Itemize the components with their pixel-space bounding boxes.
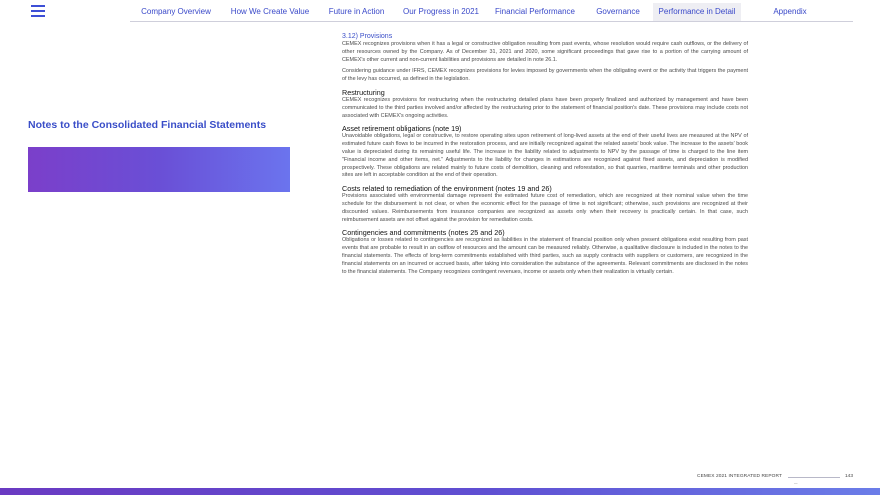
nav-item-financial-performance[interactable]: Financial Performance — [494, 7, 576, 16]
subsection-paragraph: CEMEX recognizes provisions for restructuring when the restructuring detailed plans have been properly finalized and authorized by management and have been communicated to the third parties involved and/or affected by the restructuring prior to the statement of financial position's date. These provisions may include costs not associated with CEMEX's ongoing activities. — [342, 96, 748, 119]
section-color-band — [28, 147, 290, 192]
nav-item-performance-in-detail[interactable]: Performance in Detail — [653, 3, 741, 21]
subsection-heading: Costs related to remediation of the environment (notes 19 and 26) — [342, 184, 552, 194]
subsection-paragraph: Obligations or losses related to contingencies are recognized as liabilities in the statement of financial position only when present obligations exist resulting from past events that are probable to result in an outflow of resources and the amount can be measured reliably. Otherwise, a qualitative disclosure is included in the notes to the financial statements. The effects of long-term commitments established with third parties, such as supply contracts with suppliers or customers, are recognized in the financial statements on an incurred or accrued basis, after taking into consideration the substance of the agreements. Relevant commitments are disclosed in the notes to the financial statements. The Company recognizes contingent revenues, income or assets only when their realization is virtually certain. — [342, 237, 748, 275]
nav-item-governance[interactable]: Governance — [596, 7, 640, 16]
subsection-paragraph: Provisions associated with environmental damage represent the estimated future cost of remediation, which are recognized at their nominal value when the time schedule for the disbursement is not clear, or when the economic effect for the passage of time is not significant; otherwise, such provisions are recognized at their discounted values. Reimbursements from insurance companies are recognized as assets only when their recovery is practically certain. In that case, such reimbursement assets are not offset against the provision for remediation costs. — [342, 193, 748, 223]
intro-paragraph: Considering guidance under IFRS, CEMEX recognizes provisions for levies imposed by governments when the obligating event or the activity that triggers the payment of the levy has occurred, as defined in the legislation. — [342, 68, 748, 83]
footer-divider — [788, 477, 840, 478]
subsection-heading: Restructuring — [342, 87, 385, 97]
nav-item-appendix[interactable]: Appendix — [773, 7, 807, 16]
section-title: Notes to the Consolidated Financial Statements — [28, 119, 267, 131]
page-number: 143 — [845, 474, 854, 479]
section-number-label: 3.12) Provisions — [342, 33, 393, 40]
nav-divider — [130, 21, 853, 22]
main-content — [342, 32, 748, 276]
top-navigation — [0, 0, 880, 22]
subsection-heading: Contingencies and commitments (notes 25 and 26) — [342, 228, 505, 238]
hamburger-menu-icon[interactable] — [31, 5, 45, 17]
nav-item-company-overview[interactable]: Company Overview — [141, 7, 211, 16]
bottom-gradient-bar — [0, 488, 880, 495]
nav-item-our-progress-in-2021[interactable]: Our Progress in 2021 — [402, 7, 480, 16]
footer-report-title: CEMEX 2021 INTEGRATED REPORT — [697, 474, 782, 479]
subsection-paragraph: Unavoidable obligations, legal or constructive, to restore operating sites upon retirement of long-lived assets at the end of their useful lives are measured at the NPV of estimated future cash flows to be incurred in the restoration process, and are initially recognized against the related assets' book value. The increase to the assets' book value is depreciated during its remaining useful life. The increase in the liability related to adjustments to NPV by the passage of time is charged to the line item "Financial income and other items, net." Adjustments to the liability for changes in estimations are recognized against fixed assets, and depreciation is modified prospectively. These obligations are related mainly to future costs of demolition, cleaning and reforestation, so that quarries, maritime terminals and other production sites are left in acceptable condition at the end of their operation. — [342, 133, 748, 179]
intro-paragraph: CEMEX recognizes provisions when it has a legal or constructive obligation resulting from past events, whose resolution would require cash outflows, or the delivery of other resources owned by the Company. As of December 31, 2021 and 2020, some significant proceedings that gave rise to a portion of the carrying amount of CEMEX's other current and non-current liabilities and provisions are detailed in note 26.1. — [342, 41, 748, 63]
footer-mark: — — [794, 481, 798, 485]
nav-bar — [130, 3, 839, 21]
subsection-heading: Asset retirement obligations (note 19) — [342, 124, 462, 134]
nav-item-future-in-action[interactable]: Future in Action — [328, 7, 385, 16]
nav-item-how-we-create-value[interactable]: How We Create Value — [230, 7, 310, 16]
